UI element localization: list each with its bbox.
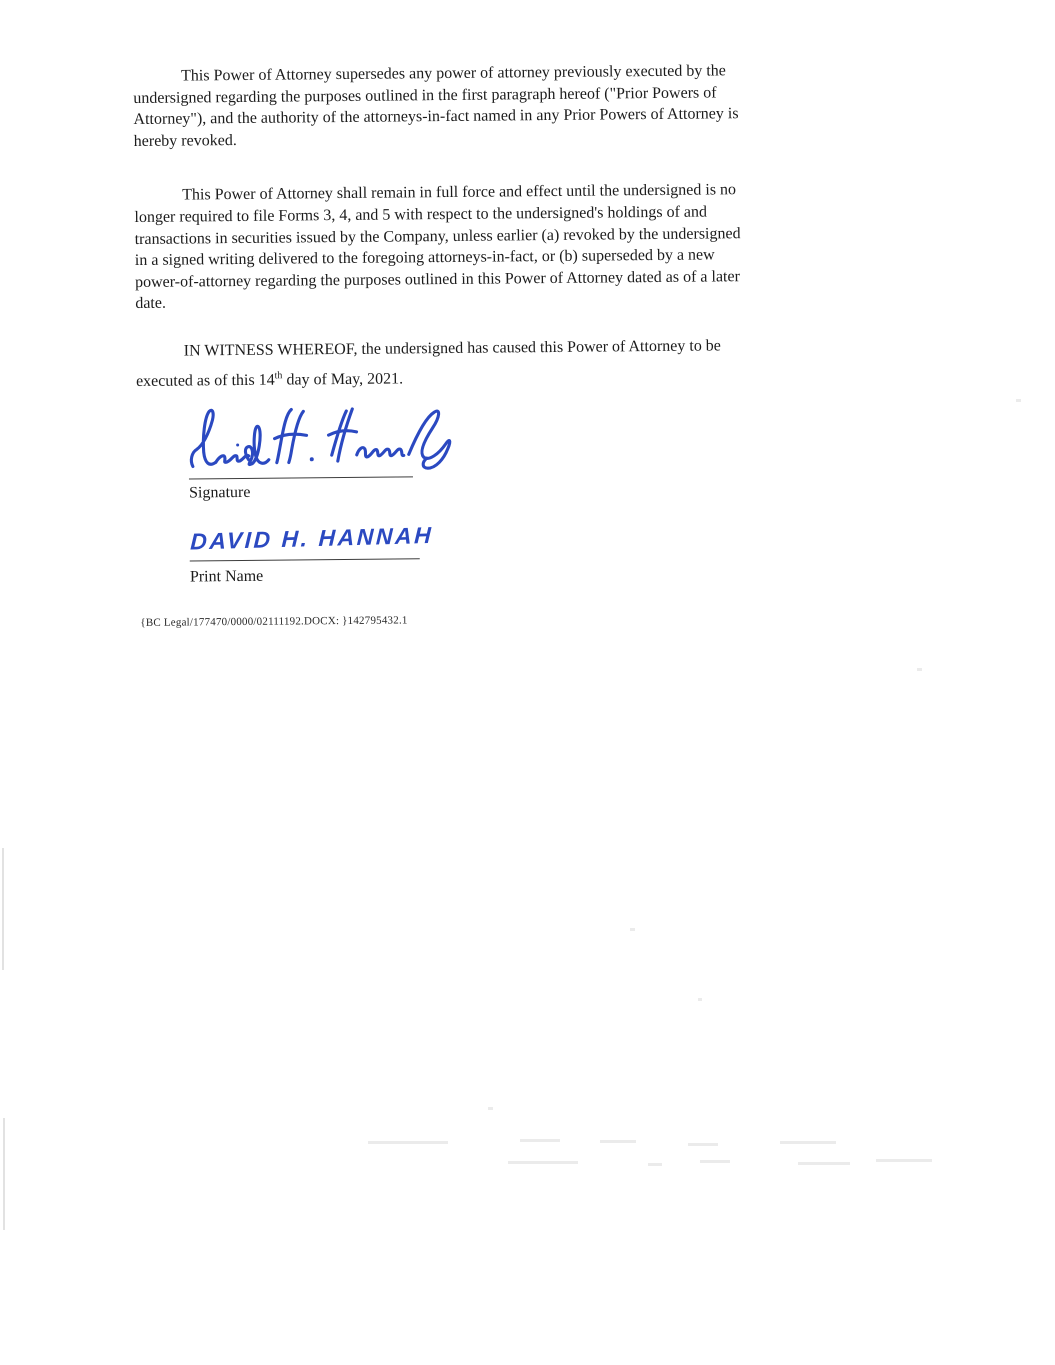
print-name-block	[189, 521, 590, 591]
scan-artifact	[876, 1159, 932, 1162]
paragraph-line: power-of-attorney regarding the purposes outlined in this Power of Attorney dated as of a later	[134, 267, 740, 291]
handwritten-signature-image	[188, 402, 461, 483]
scan-artifact	[600, 1140, 636, 1143]
paragraph-line: transactions in securities issued by the Company, unless earlier (a) revoked by the undersigned	[134, 224, 741, 248]
paragraph-duration	[134, 179, 795, 315]
scan-artifact	[368, 1141, 448, 1144]
paragraph-line: Attorney"), and the authority of the attorneys-in-fact named in any Prior Powers of Attorney is	[133, 105, 739, 129]
scan-artifact	[1016, 399, 1021, 402]
scan-artifact	[780, 1141, 836, 1144]
paragraph-line	[136, 361, 796, 397]
scan-artifact	[798, 1162, 850, 1165]
paragraph-line: This Power of Attorney shall remain in full force and effect until the undersigned is no	[182, 181, 737, 204]
paragraph-line: IN WITNESS WHEREOF, the undersigned has caused this Power of Attorney to be	[183, 337, 721, 360]
scan-artifact	[700, 1160, 730, 1163]
print-name-label: Print Name	[189, 567, 264, 586]
footer-reference: {BC Legal/177470/0000/02111192.DOCX: }142795432.1	[140, 614, 408, 629]
paragraph-line: longer required to file Forms 3, 4, and 5 with respect to the undersigned's holdings of and	[134, 203, 708, 226]
scan-artifact	[917, 668, 922, 671]
document-content	[133, 60, 798, 629]
paragraph-line: in a signed writing delivered to the foregoing attorneys-in-fact, or (b) superseded by a new	[134, 246, 715, 270]
scan-artifact	[2, 848, 4, 970]
witness-date-prefix: executed as of this 14	[135, 371, 275, 390]
signature-block	[188, 401, 589, 505]
paragraph-line: date.	[135, 295, 167, 313]
scan-artifact	[688, 1143, 718, 1146]
print-name-line	[190, 558, 420, 561]
signature-label: Signature	[189, 483, 251, 502]
scan-artifact	[630, 928, 635, 931]
witness-date-suffix: day of May, 2021.	[282, 370, 404, 389]
paragraph-supersedes	[133, 60, 794, 153]
scan-artifact	[520, 1139, 560, 1142]
scan-artifact	[648, 1163, 662, 1166]
print-name-handwriting: DAVID H. HANNAH	[189, 521, 434, 555]
paragraph-line: hereby revoked.	[133, 131, 237, 150]
scan-artifact	[3, 1118, 5, 1230]
witness-date-ordinal: th	[274, 370, 283, 382]
scan-artifact	[488, 1107, 493, 1110]
paragraph-witness	[136, 331, 797, 397]
scan-artifact	[508, 1161, 578, 1164]
paragraph-line: This Power of Attorney supersedes any power of attorney previously executed by the	[181, 62, 726, 85]
paragraph-line: undersigned regarding the purposes outlined in the first paragraph hereof ("Prior Powers of	[133, 83, 717, 107]
scan-artifact	[698, 998, 702, 1001]
